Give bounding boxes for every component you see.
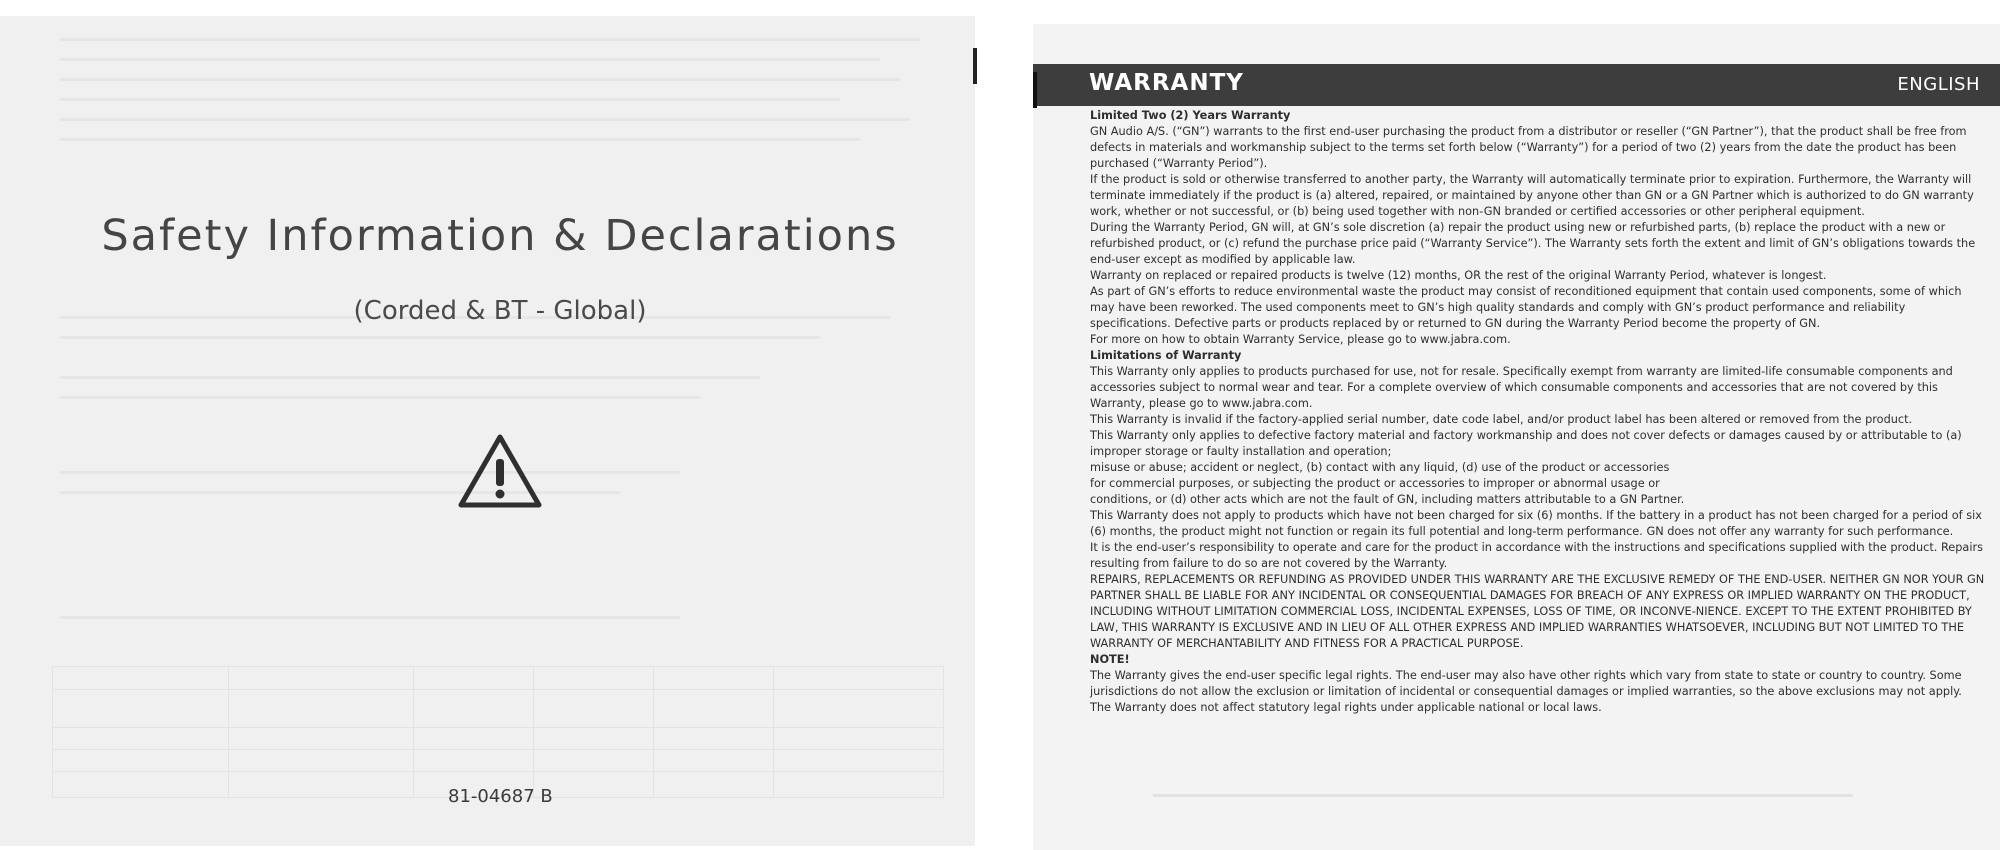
warranty-heading: WARRANTY (1089, 70, 1244, 96)
warranty-paragraph: REPAIRS, REPLACEMENTS OR REFUNDING AS PROVIDED UNDER THIS WARRANTY ARE THE EXCLUSIVE REMEDY OF THE END-USER. NEITHER GN NOR YOUR GN PARTNER SHALL BE LIABLE FOR ANY INCIDENTAL OR CONSEQUENTIAL DAMAGES FOR BREACH OF ANY EXPRESS OR IMPLIED WARRANTY ON THE PRODUCT, INCLUDING WITHOUT LIMITATION COMMERCIAL LOSS, INCIDENTAL EXPENSES, LOSS OF TIME, OR INCONVE-NIENCE. EXCEPT TO THE EXTENT PROHIBITED BY LAW, THIS WARRANTY IS EXCLUSIVE AND IN LIEU OF ALL OTHER EXPRESS AND IMPLIED WARRANTIES WHATSOEVER, INCLUDING BUT NOT LIMITED TO THE WARRANTY OF MERCHANTABILITY AND FITNESS FOR A PRACTICAL PURPOSE. (1090, 573, 1985, 650)
warranty-section-heading: Limited Two (2) Years Warranty (1090, 109, 1291, 122)
warranty-paragraph: GN Audio A/S. (“GN”) warrants to the first end-user purchasing the product from a distributor or reseller (“GN Partner”), that the product shall be free from defects in materials and workmanship subject to the terms set forth below (“Warranty”) for a period of two (2) years from the date the product has been purchased (“Warranty Period”). (1090, 125, 1967, 170)
warranty-paragraph: misuse or abuse; accident or neglect, (b) contact with any liquid, (d) use of the product or accessories (1090, 461, 1670, 474)
warranty-paragraph: for commercial purposes, or subjecting the product or accessories to improper or abnormal usage or (1090, 477, 1660, 490)
language-label: ENGLISH (1897, 74, 1980, 95)
warranty-paragraph: This Warranty only applies to products purchased for use, not for resale. Specifically exempt from warranty are limited-life consumable components and accessories subject to normal wear and tear. For a complete overview of which consumable components and accessories that are not covered by this Warranty, please go to www.jabra.com. (1090, 365, 1953, 410)
show-through-line (60, 396, 700, 399)
warranty-header-bar (1033, 64, 2000, 106)
warranty-section-heading: NOTE! (1090, 653, 1130, 666)
warranty-paragraph: If the product is sold or otherwise transferred to another party, the Warranty will automatically terminate prior to expiration. Furthermore, the Warranty will terminate immediately if the product is (a) altered, repaired, or maintained by anyone other than GN or a GN Partner which is authorized to do GN warranty work, whether or not successful, or (b) being used together with non-GN branded or certified accessories or other peripheral equipment. (1090, 173, 1974, 218)
page-edge-mark (973, 48, 977, 84)
cover-subtitle: (Corded & BT - Global) (353, 296, 647, 326)
warranty-paragraph: As part of GN’s efforts to reduce environmental waste the product may consist of reconditioned equipment that contain used components, some of which may have been reworked. The used components meet to GN’s high quality standards and comply with GN’s product performance and reliability specifications. Defective parts or products replaced by or returned to GN during the Warranty Period become the property of GN. (1090, 285, 1962, 330)
show-through-line (60, 38, 920, 41)
show-through-line (60, 471, 680, 474)
warning-triangle-icon (455, 431, 545, 511)
show-through-line (60, 58, 880, 61)
cover-title: Safety Information & Declarations (101, 211, 899, 261)
warranty-paragraph: The Warranty gives the end-user specific legal rights. The end-user may also have other rights which vary from state to state or country to country. Some jurisdictions do not allow the exclusion or limitation of incidental or consequential damages or implied warranties, so the above exclusions may not apply. The Warranty does not affect statutory legal rights under applicable national or local laws. (1090, 669, 1962, 714)
show-through-line (60, 336, 820, 339)
warranty-paragraph: This Warranty is invalid if the factory-applied serial number, date code label, and/or product label has been altered or removed from the product. (1090, 413, 1913, 426)
warranty-paragraph: This Warranty does not apply to products which have not been charged for six (6) months. If the battery in a product has not been charged for a period of six (6) months, the product might not function or regain its full potential and long-term performance. GN does not offer any warranty for such performance. (1090, 509, 1982, 538)
show-through-line (60, 98, 840, 101)
document-number: 81-04687 B (448, 786, 553, 807)
warranty-page (1033, 24, 2000, 850)
warranty-section-heading: Limitations of Warranty (1090, 349, 1242, 362)
show-through-table (52, 666, 944, 798)
show-through-line (60, 78, 900, 81)
cover-page (0, 16, 975, 846)
show-through-line (60, 138, 860, 141)
show-through-line (60, 616, 680, 619)
warranty-paragraph: For more on how to obtain Warranty Service, please go to www.jabra.com. (1090, 333, 1511, 346)
warranty-paragraph: This Warranty only applies to defective factory material and factory workmanship and does not cover defects or damages caused by or attributable to (a) improper storage or faulty installation and operation; (1090, 429, 1962, 458)
warranty-paragraph: Warranty on replaced or repaired products is twelve (12) months, OR the rest of the original Warranty Period, whatever is longest. (1090, 269, 1827, 282)
warranty-text (1090, 108, 1985, 716)
warranty-paragraph: It is the end-user’s responsibility to operate and care for the product in accordance with the instructions and specifications supplied with the product. Repairs resulting from failure to do so are not covered by the Warranty. (1090, 541, 1984, 570)
show-through-line (60, 376, 760, 379)
warranty-paragraph: During the Warranty Period, GN will, at GN’s sole discretion (a) repair the product using new or refurbished parts, (b) replace the product with a new or refurbished product, or (c) refund the purchase price paid (“Warranty Service”). The Warranty sets forth the extent and limit of GN’s obligations towards the end-user except as modified by applicable law. (1090, 221, 1976, 266)
show-through-line (1153, 794, 1853, 797)
header-edge-mark (1033, 72, 1037, 108)
warranty-paragraph: conditions, or (d) other acts which are not the fault of GN, including matters attributable to a GN Partner. (1090, 493, 1685, 506)
show-through-line (60, 118, 910, 121)
